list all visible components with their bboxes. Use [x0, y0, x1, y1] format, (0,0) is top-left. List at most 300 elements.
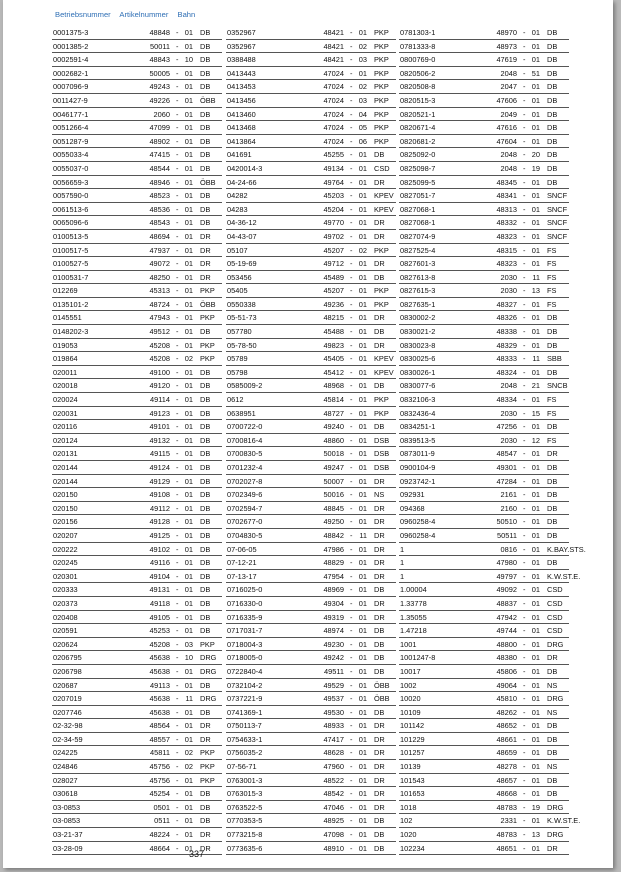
variant-cell: 01	[358, 789, 367, 799]
bahn-cell: PKP	[374, 299, 389, 309]
bahn-cell: FS	[547, 272, 557, 282]
separator-dash: -	[523, 666, 526, 676]
artikelnummer-cell: 48341	[496, 191, 517, 201]
separator-dash: -	[350, 517, 353, 527]
artikelnummer-cell: 2048	[500, 150, 517, 160]
artikelnummer-cell: 0501	[153, 802, 170, 812]
separator-dash: -	[350, 816, 353, 826]
betriebsnummer-cell: 0827615-3	[400, 286, 436, 296]
betriebsnummer-cell: 07-13-17	[227, 571, 257, 581]
table-row	[399, 284, 569, 298]
artikelnummer-cell: 48969	[323, 585, 344, 595]
betriebsnummer-cell: 012269	[53, 286, 78, 296]
bahn-cell: CSD	[547, 585, 563, 595]
table-row	[399, 135, 569, 149]
bahn-cell: PKP	[374, 136, 389, 146]
separator-dash: -	[350, 231, 353, 241]
variant-cell: 01	[184, 490, 193, 500]
betriebsnummer-cell: 04-43-07	[227, 231, 257, 241]
table-row	[52, 692, 222, 706]
separator-dash: -	[176, 313, 179, 323]
bahn-cell: K.W.ST.E.	[547, 571, 581, 581]
variant-cell: 04	[358, 109, 367, 119]
bahn-cell: FS	[547, 408, 557, 418]
variant-cell: 01	[531, 55, 540, 65]
table-row	[52, 189, 222, 203]
betriebsnummer-cell: 05-51-73	[227, 313, 257, 323]
bahn-cell: SNCF	[547, 191, 568, 201]
betriebsnummer-cell: 0873011-9	[400, 449, 435, 459]
table-row	[52, 244, 222, 258]
bahn-cell: DR	[374, 775, 385, 785]
artikelnummer-cell: 47954	[323, 571, 344, 581]
table-row	[52, 434, 222, 448]
betriebsnummer-cell: 020301	[53, 571, 78, 581]
separator-dash: -	[350, 707, 353, 717]
bahn-cell: KPEV	[374, 204, 394, 214]
artikelnummer-cell: 2048	[500, 381, 517, 391]
betriebsnummer-cell: 0763001-3	[227, 775, 263, 785]
variant-cell: 01	[184, 28, 193, 37]
separator-dash: -	[176, 435, 179, 445]
variant-cell: 01	[358, 218, 367, 228]
table-row	[52, 488, 222, 502]
artikelnummer-cell: 49108	[149, 490, 170, 500]
bahn-cell: DB	[374, 626, 385, 636]
artikelnummer-cell: 45811	[149, 748, 170, 758]
variant-cell: 01	[358, 626, 367, 636]
separator-dash: -	[350, 55, 353, 65]
artikelnummer-cell: 48837	[496, 598, 517, 608]
bahn-cell: DB	[547, 775, 558, 785]
table-row	[399, 651, 569, 665]
variant-cell: 01	[531, 517, 540, 527]
variant-cell: 01	[184, 259, 193, 269]
table-row	[226, 379, 396, 393]
betriebsnummer-cell: 0718004-3	[227, 639, 263, 649]
variant-cell: 01	[184, 218, 193, 228]
bahn-cell: DR	[200, 272, 211, 282]
separator-dash: -	[176, 544, 179, 554]
bahn-cell: DB	[374, 150, 385, 160]
bahn-cell: DR	[374, 476, 385, 486]
variant-cell: 20	[531, 150, 540, 160]
separator-dash: -	[176, 163, 179, 173]
artikelnummer-cell: 2048	[500, 68, 517, 78]
betriebsnummer-cell: 0065096-6	[53, 218, 89, 228]
bahn-cell: DB	[200, 68, 211, 78]
separator-dash: -	[523, 558, 526, 568]
betriebsnummer-cell: 0001385-2	[53, 41, 89, 51]
separator-dash: -	[350, 435, 353, 445]
betriebsnummer-cell: 020024	[53, 395, 78, 405]
artikelnummer-cell: 48842	[323, 530, 344, 540]
table-row	[226, 298, 396, 312]
artikelnummer-cell: 48543	[149, 218, 170, 228]
betriebsnummer-cell: 0741369-1	[227, 707, 263, 717]
bahn-cell: DB	[547, 517, 558, 527]
separator-dash: -	[523, 136, 526, 146]
variant-cell: 01	[358, 150, 367, 160]
table-row	[52, 611, 222, 625]
betriebsnummer-cell: 0704830-5	[227, 530, 263, 540]
artikelnummer-cell: 45810	[496, 694, 517, 704]
bahn-cell: DR	[374, 313, 385, 323]
artikelnummer-cell: 49529	[323, 680, 344, 690]
artikelnummer-cell: 48783	[496, 802, 517, 812]
separator-dash: -	[176, 816, 179, 826]
artikelnummer-cell: 48783	[496, 830, 517, 840]
betriebsnummer-cell: 0700830-5	[227, 449, 263, 459]
table-row	[52, 787, 222, 801]
artikelnummer-cell: 47417	[323, 734, 344, 744]
artikelnummer-cell: 48323	[496, 231, 517, 241]
bahn-cell: ÖBB	[200, 177, 216, 187]
betriebsnummer-cell: 0839513-5	[400, 435, 436, 445]
index-column-1	[52, 26, 222, 855]
bahn-cell: PKP	[374, 395, 389, 405]
variant-cell: 21	[531, 381, 540, 391]
table-row	[399, 352, 569, 366]
separator-dash: -	[350, 340, 353, 350]
separator-dash: -	[176, 802, 179, 812]
bahn-cell: PKP	[200, 354, 215, 364]
artikelnummer-cell: 48421	[323, 41, 344, 51]
artikelnummer-cell: 48215	[323, 313, 344, 323]
artikelnummer-cell: 48910	[323, 843, 344, 853]
table-row	[226, 108, 396, 122]
variant-cell: 01	[531, 626, 540, 636]
bahn-cell: PKP	[374, 123, 389, 133]
artikelnummer-cell: 45638	[149, 653, 170, 663]
separator-dash: -	[350, 843, 353, 853]
table-row	[399, 583, 569, 597]
artikelnummer-cell: 48542	[323, 789, 344, 799]
variant-cell: 01	[184, 191, 193, 201]
variant-cell: 01	[184, 163, 193, 173]
catalog-page	[3, 0, 613, 868]
variant-cell: 01	[531, 299, 540, 309]
betriebsnummer-cell: 0827051-7	[400, 191, 436, 201]
bahn-cell: DB	[547, 340, 558, 350]
bahn-cell: DSB	[374, 435, 390, 445]
bahn-cell: SBB	[547, 354, 562, 364]
separator-dash: -	[350, 544, 353, 554]
betriebsnummer-cell: 0754633-1	[227, 734, 263, 744]
artikelnummer-cell: 47024	[323, 82, 344, 92]
betriebsnummer-cell: 0820521-1	[400, 109, 436, 119]
separator-dash: -	[176, 218, 179, 228]
bahn-cell: NS	[547, 707, 558, 717]
artikelnummer-cell: 49129	[149, 476, 170, 486]
variant-cell: 05	[358, 123, 367, 133]
table-row	[52, 583, 222, 597]
bahn-cell: KPEV	[374, 367, 394, 377]
betriebsnummer-cell: 0051287-9	[53, 136, 89, 146]
betriebsnummer-cell: 020018	[53, 381, 78, 391]
bahn-cell: ÖBB	[374, 694, 390, 704]
table-row	[226, 230, 396, 244]
betriebsnummer-cell: 0832436-4	[400, 408, 436, 418]
variant-cell: 01	[184, 789, 193, 799]
artikelnummer-cell: 49114	[149, 395, 170, 405]
separator-dash: -	[176, 245, 179, 255]
bahn-cell: DB	[200, 367, 211, 377]
artikelnummer-cell: 47415	[149, 150, 170, 160]
bahn-cell: DB	[374, 585, 385, 595]
betriebsnummer-cell: 0827525-4	[400, 245, 436, 255]
betriebsnummer-cell: 1	[400, 558, 405, 568]
variant-cell: 01	[531, 313, 540, 323]
betriebsnummer-cell: 020156	[53, 517, 78, 527]
variant-cell: 01	[184, 177, 193, 187]
artikelnummer-cell: 48800	[496, 639, 517, 649]
variant-cell: 01	[184, 68, 193, 78]
variant-cell: 01	[184, 327, 193, 337]
betriebsnummer-cell: 0832106-3	[400, 395, 436, 405]
separator-dash: -	[350, 830, 353, 840]
artikelnummer-cell: 48657	[496, 775, 517, 785]
table-row	[226, 339, 396, 353]
table-row	[226, 284, 396, 298]
artikelnummer-cell: 48421	[323, 28, 344, 37]
table-row	[399, 570, 581, 584]
table-row	[226, 842, 396, 856]
bahn-cell: DR	[200, 231, 211, 241]
bahn-cell: DB	[547, 558, 558, 568]
separator-dash: -	[350, 422, 353, 432]
betriebsnummer-cell: 0352967	[227, 41, 256, 51]
table-row	[52, 325, 222, 339]
variant-cell: 01	[358, 463, 367, 472]
artikelnummer-cell: 47284	[496, 476, 517, 486]
table-row	[52, 420, 222, 434]
table-row	[226, 597, 396, 611]
bahn-cell: DR	[374, 571, 385, 581]
variant-cell: 01	[358, 177, 367, 187]
variant-cell: 01	[358, 231, 367, 241]
artikelnummer-cell: 45806	[496, 666, 517, 676]
bahn-cell: DR	[374, 721, 385, 731]
separator-dash: -	[523, 28, 526, 37]
variant-cell: 01	[358, 327, 367, 337]
table-row	[226, 189, 396, 203]
bahn-cell: DB	[547, 503, 558, 513]
artikelnummer-cell: 48329	[496, 340, 517, 350]
artikelnummer-cell: 48250	[149, 272, 170, 282]
variant-cell: 01	[184, 598, 193, 608]
table-row	[226, 148, 396, 162]
artikelnummer-cell: 47980	[496, 558, 517, 568]
betriebsnummer-cell: 0206798	[53, 666, 82, 676]
variant-cell: 01	[531, 694, 540, 704]
variant-cell: 01	[531, 28, 540, 37]
variant-cell: 11	[532, 354, 540, 364]
bahn-cell: DB	[200, 136, 211, 146]
variant-cell: 11	[359, 530, 367, 540]
artikelnummer-cell: 49112	[149, 503, 170, 513]
table-row	[52, 774, 222, 788]
betriebsnummer-cell: 0061513-6	[53, 204, 89, 214]
table-row	[399, 611, 569, 625]
separator-dash: -	[523, 789, 526, 799]
table-row	[399, 679, 569, 693]
separator-dash: -	[350, 68, 353, 78]
separator-dash: -	[523, 177, 526, 187]
artikelnummer-cell: 47619	[496, 55, 517, 65]
artikelnummer-cell: 48421	[323, 55, 344, 65]
variant-cell: 01	[358, 367, 367, 377]
table-row	[226, 393, 396, 407]
variant-cell: 01	[358, 259, 367, 269]
separator-dash: -	[350, 802, 353, 812]
table-row	[399, 257, 569, 271]
artikelnummer-cell: 48262	[496, 707, 517, 717]
bahn-cell: DB	[547, 163, 558, 173]
table-row	[399, 148, 569, 162]
bahn-cell: PKP	[374, 82, 389, 92]
betriebsnummer-cell: 0830026-1	[400, 367, 436, 377]
betriebsnummer-cell: 101142	[400, 721, 425, 731]
table-row	[52, 719, 222, 733]
separator-dash: -	[523, 463, 526, 472]
bahn-cell: DR	[200, 843, 211, 853]
betriebsnummer-cell: 019864	[53, 354, 78, 364]
variant-cell: 01	[531, 82, 540, 92]
bahn-cell: PKP	[200, 340, 215, 350]
table-row	[399, 407, 569, 421]
variant-cell: 01	[531, 327, 540, 337]
separator-dash: -	[523, 802, 526, 812]
betriebsnummer-cell: 0960258-4	[400, 517, 436, 527]
variant-cell: 01	[358, 163, 367, 173]
variant-cell: 01	[358, 299, 367, 309]
bahn-cell: DB	[200, 490, 211, 500]
separator-dash: -	[523, 204, 526, 214]
betriebsnummer-cell: 020624	[53, 639, 78, 649]
separator-dash: -	[523, 639, 526, 649]
variant-cell: 01	[358, 204, 367, 214]
variant-cell: 01	[184, 95, 193, 105]
betriebsnummer-cell: 0830021-2	[400, 327, 436, 337]
variant-cell: 01	[358, 517, 367, 527]
betriebsnummer-cell: 0923742-1	[400, 476, 436, 486]
bahn-cell: DB	[547, 109, 558, 119]
separator-dash: -	[176, 327, 179, 337]
index-column-3	[399, 26, 586, 855]
betriebsnummer-cell: 0800769-0	[400, 55, 436, 65]
variant-cell: 01	[531, 530, 540, 540]
artikelnummer-cell: 49226	[149, 95, 170, 105]
variant-cell: 13	[531, 830, 540, 840]
separator-dash: -	[176, 136, 179, 146]
table-row	[226, 216, 396, 230]
variant-cell: 01	[358, 313, 367, 323]
bahn-cell: PKP	[374, 55, 389, 65]
separator-dash: -	[176, 449, 179, 459]
separator-dash: -	[523, 762, 526, 772]
separator-dash: -	[523, 435, 526, 445]
betriebsnummer-cell: 0718005-0	[227, 653, 263, 663]
separator-dash: -	[350, 82, 353, 92]
table-row	[52, 407, 222, 421]
betriebsnummer-cell: 0701232-4	[227, 463, 263, 472]
variant-cell: 10	[184, 55, 193, 65]
betriebsnummer-cell: 07-06-05	[227, 544, 257, 554]
betriebsnummer-cell: 020333	[53, 585, 78, 595]
artikelnummer-cell: 47099	[149, 123, 170, 133]
separator-dash: -	[350, 109, 353, 119]
table-row	[52, 230, 222, 244]
separator-dash: -	[523, 109, 526, 119]
table-row	[226, 502, 396, 516]
separator-dash: -	[350, 571, 353, 581]
table-row	[399, 271, 569, 285]
table-row	[226, 135, 396, 149]
table-row	[52, 502, 222, 516]
betriebsnummer-cell: 10017	[400, 666, 421, 676]
separator-dash: -	[176, 598, 179, 608]
betriebsnummer-cell: 0148202-3	[53, 327, 89, 337]
bahn-cell: K.W.ST.E.	[547, 816, 581, 826]
bahn-cell: DB	[200, 598, 211, 608]
table-row	[399, 67, 569, 81]
variant-cell: 01	[531, 612, 540, 622]
betriebsnummer-cell: 0145551	[53, 313, 82, 323]
separator-dash: -	[350, 395, 353, 405]
variant-cell: 01	[358, 381, 367, 391]
separator-dash: -	[176, 789, 179, 799]
bahn-cell: KPEV	[374, 191, 394, 201]
variant-cell: 01	[531, 490, 540, 500]
separator-dash: -	[350, 490, 353, 500]
artikelnummer-cell: 0816	[500, 544, 517, 554]
artikelnummer-cell: 48544	[149, 163, 170, 173]
artikelnummer-cell: 49092	[496, 585, 517, 595]
separator-dash: -	[523, 571, 526, 581]
variant-cell: 01	[184, 204, 193, 214]
bahn-cell: PKP	[200, 286, 215, 296]
bahn-cell: DB	[374, 327, 385, 337]
variant-cell: 01	[184, 381, 193, 391]
variant-cell: 01	[358, 830, 367, 840]
betriebsnummer-cell: 0207019	[53, 694, 82, 704]
bahn-cell: DRG	[547, 802, 564, 812]
separator-dash: -	[176, 748, 179, 758]
table-row	[399, 760, 569, 774]
betriebsnummer-cell: 020150	[53, 503, 78, 513]
bahn-cell: DB	[547, 150, 558, 160]
separator-dash: -	[350, 748, 353, 758]
bahn-cell: DB	[374, 639, 385, 649]
artikelnummer-cell: 49797	[496, 571, 517, 581]
separator-dash: -	[176, 408, 179, 418]
bahn-cell: DB	[547, 123, 558, 133]
artikelnummer-cell: 45207	[323, 245, 344, 255]
variant-cell: 01	[358, 340, 367, 350]
betriebsnummer-cell: 02-34-59	[53, 734, 83, 744]
artikelnummer-cell: 49131	[149, 585, 170, 595]
bahn-cell: DRG	[547, 639, 564, 649]
artikelnummer-cell: 48332	[496, 218, 517, 228]
separator-dash: -	[350, 367, 353, 377]
separator-dash: -	[176, 259, 179, 269]
variant-cell: 01	[358, 408, 367, 418]
variant-cell: 01	[358, 748, 367, 758]
betriebsnummer-cell: 0100517-5	[53, 245, 89, 255]
bahn-cell: DB	[200, 463, 211, 472]
separator-dash: -	[523, 775, 526, 785]
